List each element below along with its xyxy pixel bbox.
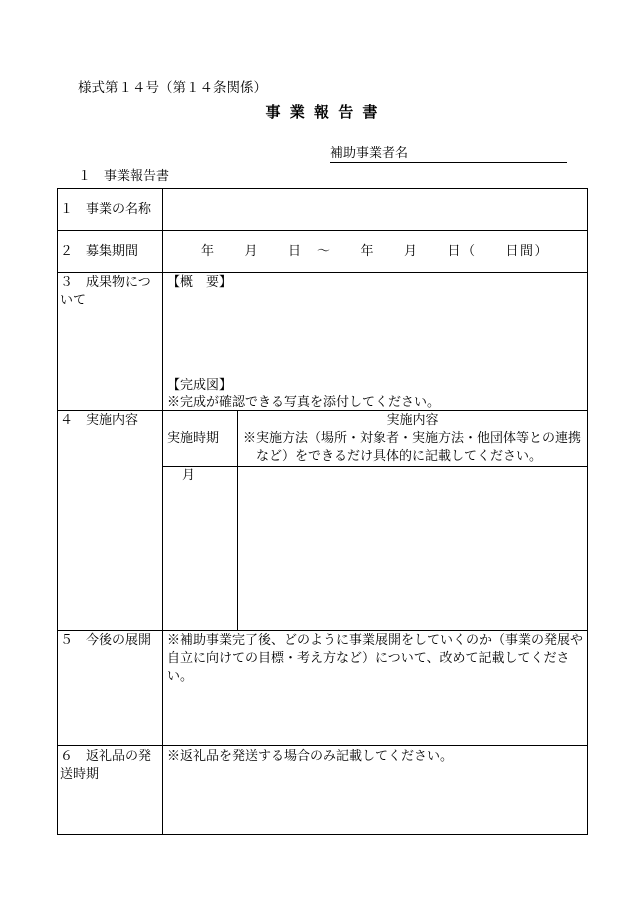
project-name-label-cell [58, 189, 163, 230]
implementation-content-entry[interactable] [238, 467, 587, 630]
row-future-development [58, 631, 587, 746]
month-unit-label: 月 [182, 468, 196, 483]
implementation-label: ４ 実施内容 [60, 413, 139, 428]
return-gift-label-line: 送時期 [60, 767, 100, 782]
applicant-name-field[interactable] [330, 146, 567, 163]
implementation-content-header-cell [238, 411, 587, 467]
row-deliverables [58, 273, 587, 411]
implementation-method-note-line: など）をできるだけ具体的に記載してください。 [256, 449, 543, 464]
row-recruitment-period [58, 231, 587, 273]
future-development-label-cell [58, 631, 163, 745]
project-name-entry[interactable] [163, 189, 587, 230]
future-development-note-line: 自立に向けての目標・考え方など）について、改めて記載してくださ [167, 651, 570, 666]
implementation-timing-header-cell [163, 411, 238, 467]
implementation-label-cell [58, 411, 163, 630]
deliverables-label-line: ３ 成果物につ [60, 275, 151, 290]
form-number: 様式第１４号（第１４条関係） [78, 80, 267, 96]
applicant-name-label: 補助事業者名 [330, 146, 409, 161]
completion-drawing-heading: 【完成図】 [167, 378, 233, 393]
row-return-gift-schedule [58, 746, 587, 834]
recruitment-period-label-cell [58, 231, 163, 272]
implementation-method-note-line: ※実施方法（場所・対象者・実施方法・他団体等との連携 [243, 431, 582, 446]
return-gift-label-line: ６ 返礼品の発 [60, 749, 152, 764]
completion-photo-note: ※完成が確認できる写真を添付してください。 [167, 395, 441, 410]
recruitment-period-entry[interactable] [163, 231, 587, 272]
deliverables-label-cell [58, 273, 163, 410]
project-name-label: １ 事業の名称 [60, 201, 152, 217]
deliverables-entry[interactable] [163, 273, 587, 410]
recruitment-period-label: ２ 募集期間 [60, 243, 139, 259]
completion-drawing-block [167, 377, 440, 411]
implementation-timing-entry[interactable] [163, 467, 238, 630]
implementation-content-header: 実施内容 [386, 413, 439, 428]
implementation-entry [163, 411, 587, 630]
row-implementation [58, 411, 587, 631]
return-gift-note: ※返礼品を発送する場合のみ記載してください。 [167, 749, 454, 764]
document-title: 事 業 報 告 書 [265, 103, 380, 121]
return-gift-entry[interactable] [163, 746, 587, 834]
overview-heading: 【概 要】 [167, 275, 233, 290]
future-development-entry[interactable] [163, 631, 587, 745]
row-project-name [58, 189, 587, 231]
return-gift-label-cell [58, 746, 163, 834]
report-form-table [57, 188, 588, 835]
implementation-timing-header: 実施時期 [167, 430, 220, 446]
future-development-note-line: ※補助事業完了後、どのように事業展開をしていくのか（事業の発展や [167, 633, 584, 648]
deliverables-label-line: いて [60, 293, 87, 308]
future-development-note-line: い。 [167, 669, 194, 684]
period-date-range-text: 年 月 日 ～ 年 月 日（ 日間） [200, 243, 549, 259]
future-development-label: ５ 今後の展開 [60, 633, 152, 648]
section-heading: １ 事業報告書 [78, 169, 170, 184]
